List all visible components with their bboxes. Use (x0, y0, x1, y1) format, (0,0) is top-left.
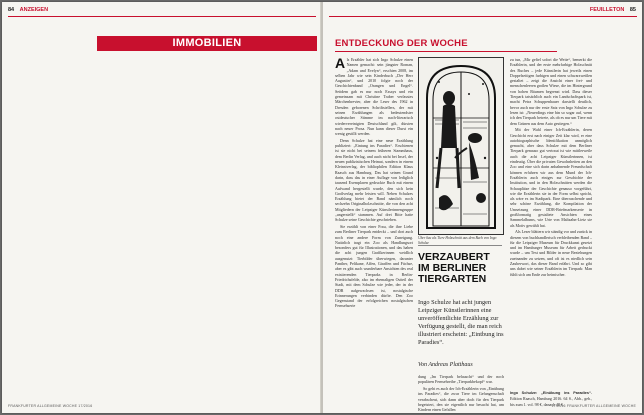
right-page-number: 85 (629, 7, 636, 13)
right-page-header (590, 7, 636, 13)
article-lead: Ingo Schulze hat acht jungen Leipziger Künstlerinnen eine unveröffentlichte Erzählung zur Verfügung gestellt, die man reich illustriert erscheint: „Eintbung ins Paradies“. (418, 299, 504, 346)
col3-paragraph-3: Als Leser blättern wir ständig vor und zurück in diesem von buchhandlerisch verbleibenden Band – für die Leipziger Museum für Druckkunst gesetzt und im Hamburger Museum für Arbeit gedruckt wurde – um Text und Bilder in neue Beziehungen zueinander zu setzen, und oft ist es niedlich sein Zauberwort, das dieser Band erfährt. Und so gibt uns dabei wie seiner Erzählerin im Tierpark: Man fühlt sich am Ende zur heimischer. (510, 229, 592, 277)
article-headline: VERZAUBERT IM BERLINER TIERGARTEN (418, 251, 490, 285)
woodcut-illustration (418, 57, 504, 235)
col2b-paragraph-1: dung „Im Tierpark belauscht“ und der noch populären Fernsehreihe „Tierparkbekopf“ war. (418, 374, 504, 385)
col1-paragraph-3: Sie erzählt von einer Frau, die ihre Liebe zum Berliner Tierpark entdeckt – und dort auch noch eine andere Form von Zuneigung. Natürlich tragt ein Zoo als Handlungsort besonders gut für Illustrationen, und das haben die acht jungen Grafikerinnen weidlich ausgenutzt: Tierbilder überwiegen, darunter Panther, Pelikane, Affen, Giraffen und Füchse, aber es gibt auch wunderbare Ansichten des real existierenden Tierparks in Berlin-Friedrichsfelde, also im ehemaligen Ostteil der Stadt, mit dem Schulze wie jeder, der in der DDR aufgewachsen ist, nostalgische Erinnerungen verbinden dürfte. Den Zoo Gegenstand der erfolgreichen nostalgischen Fernsehserie (335, 223, 413, 309)
book-note-details: Edition Raasch, Hamburg 2016. 64 S., Abb., geb., bis zum 1. vol. 98 €, danach 48 €. (510, 396, 592, 407)
left-footer: FRANKFURTER ALLGEMEINE WOCHE 17/2016 (8, 404, 93, 408)
dropcap: A (335, 55, 346, 71)
col2b-paragraph-2: So geht es auch der Ich-Erzählerin von „Einübung ins Paradies“, die zwar Tiere im Gefangenschaft verabscheut, sich dann aber doch für den Tierpark begeistert, den sie eigentlich nur besucht hat, um Kindern einen Gefallen (418, 385, 504, 413)
left-section-label: ANZEIGEN (19, 7, 49, 13)
article-byline: Von Andreas Platthaus (418, 362, 473, 368)
col1-paragraph-2: Denn Schulze hat eine neue Erzählung publiziert: „Eintung ins Paradies“. Erschienen ist sie nicht bei seinem früheren Stammhaus, dem Berlin Verlag, und auch nicht bei Insel, der neuen publizistischen Heimat, sondern in einem Kleinstverlag, der bibliophilen Edition Klaus Raasch aus Hamburg. Das hat seinen Grund darin, dass das in einer Auflage von lediglich tausend Exemplaren gedruckte Buch mit einem Aufwand hergestellt wurde, den sich kein Großverlag mehr leisten will. Neben Schulzes Erzählung bietet der Band nämlich noch sechzehn Originalholzschnitte, die von den acht Mitgliedern der Leipziger Künstlerinnengruppe „ungerstellt“ stammen. Auf drei Bitte hatte Schulze seine Geschichte geschrieben. (335, 137, 413, 223)
caption-rule (418, 245, 502, 246)
illustration-caption: Über 6zu als Tiere Holzschnitt aus dem Buch von Ingo Schulze (418, 236, 497, 245)
article-column-2-bottom (418, 374, 504, 413)
woodcut-image (419, 58, 503, 234)
left-page (2, 2, 321, 413)
right-section-label: FEUILLETON (589, 7, 625, 13)
right-header-rule (329, 16, 637, 17)
right-footer: 17/2016 FRANKFURTER ALLGEMEINE WOCHE (551, 404, 636, 408)
left-page-number: 84 (8, 7, 15, 13)
book-note-title: Ingo Schulze: „Einübung ins Paradies“. (510, 391, 592, 395)
left-header-rule (8, 16, 316, 17)
col1-paragraph-1: ls Erzähler hat sich Ingo Schulze einen Namen gemacht: sein jüngster Roman, „Adam und Evelyn“, erschien 2008, im selben Jahr wie sein Kinderbuch „Der Herr Augustin“, und 2010 folgte noch der Geschichtenband „Orangen und Engel“. Seitdem gab es nur noch Essays und ein gemeinsam mit Christine Traber verfasstes Märchenbrevier, aber die Leser des 1962 in Dresden geborenen Schriftstellers, der mit seinen Erzählungen als bedeutendster ostdeutscher Stimme im nach-literarisch wiedervereinigten Deutschland gilt, dürsten nach neuer Prosa. Nun kann dieser Durst ein wenig gestillt werden. (335, 57, 413, 137)
magazine-spread (2, 2, 642, 413)
right-page (323, 2, 642, 413)
col3-paragraph-2: Mit der Wahl einer Ich-Erzählerin, deren Geschicht erst nach einiger Zeit klar wird, er eine autobiographische Identifikation unmöglich gemacht, aber dass Schulze mit dem Berliner Tierpark genauso gut vertraut ist wie mittlerweile auch die acht Leipziger Künstlerinnen, ist eindeutig. Über die privaten Gewohnheiten an den Zoo und eine sich darin anbahnende Freundschaft können erfahren wir aus dem Mund der Ich-Erzählerin auch einiges zur Geschichte der Institution, und in den Holzschnitten werden die Schauplätze der Geschichte genauso vorgeführt, wie die Erzählerin sie in der Form selbst spricht, als wäre es im Stadtpark. Eine überraschende und sehr schöne Erzählung, die Kompilation der Umsetzung einer DDR-Briefmarkenserie in großformatig gestaltete Ansichten eines Sammelalbums, wie Urte von Maltzahn-Lietz sie als Motiv gewählt hat. (510, 127, 592, 228)
col3-paragraph-1: zu tun, „Mir gefiel sofort die Weite“, bemerkt die Erzählerin, und der erste mehrfarbige Holzschnitt des Buches – jede Künstlerin hat jeweils einen Doppelseitigen farbigen und einen schwarzweißen gestaltet – zeigt die Ansicht einer frei- und menschenleeren großen Wiese, die im Hintergrund von hohen Bäumen begrenzt wird. Dass dieser Tierpark tatsächlich auch ein Landschaftspark ist, macht Petra Schuppenhauer darstellt deutlich, bevor auch nur der erste Satz von Ingo Schulze zu lesen ist: „Neuerdings eine bin so sogar auf, wenn ich den Tierpark betrete, als ob es nur um Tiere mit dem Grünen aus dem Auto gestiegen.“ (510, 57, 592, 126)
immobilien-banner: IMMOBILIEN (97, 36, 317, 51)
article-column-3 (510, 57, 592, 387)
section-heading: ENTDECKUNG DER WOCHE (335, 38, 468, 49)
left-page-header (8, 7, 48, 13)
section-heading-rule (335, 51, 557, 52)
article-column-1 (335, 57, 413, 402)
